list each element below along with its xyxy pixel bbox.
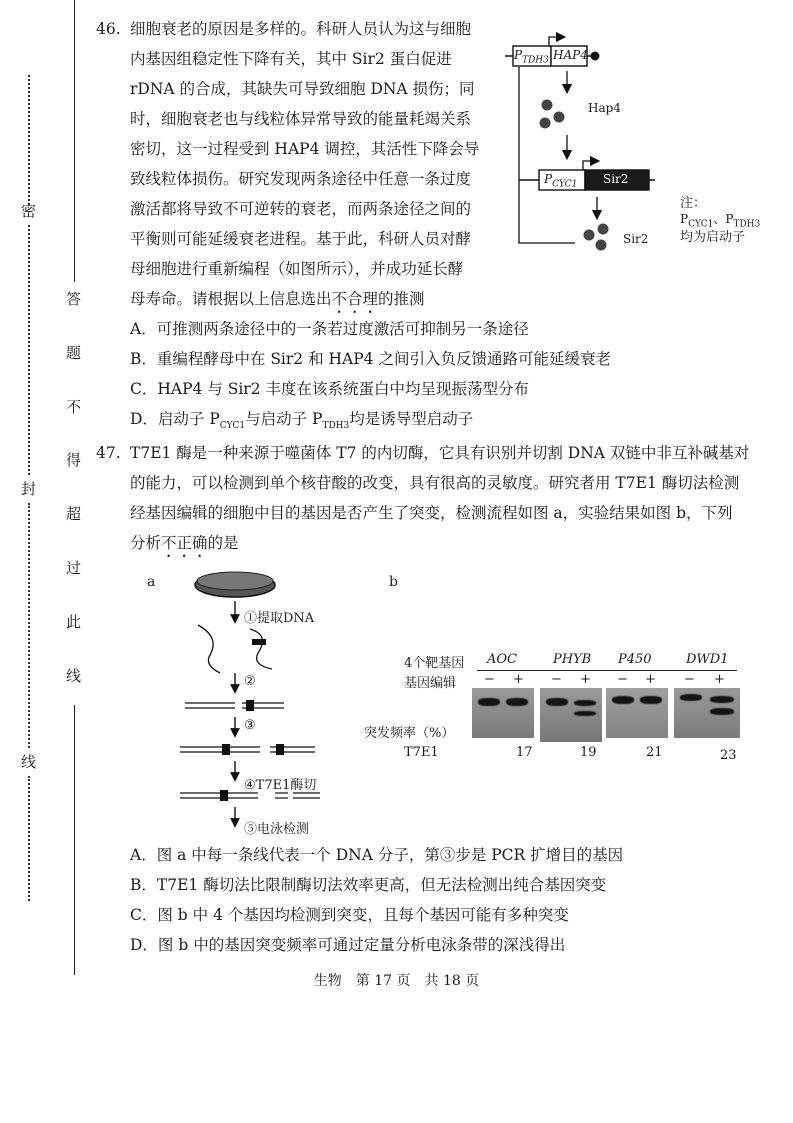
q46-line-7: 激活都将导致不可逆转的衰老，而两条途径之间的: [130, 200, 472, 218]
gel-phyb: [540, 688, 602, 742]
gel-p450: [606, 688, 668, 738]
binding-dotted-line-mid2: [28, 503, 30, 748]
note-line-1: $P_{CYC1}$、$P_{TDH3}$: [680, 212, 761, 230]
hap4-gene-label: HAP4: [553, 48, 588, 62]
gene-underline: [477, 670, 737, 671]
binding-dotted-line-lower: [28, 776, 30, 901]
side-char-xian: 线: [21, 753, 37, 771]
fig-b-freq-label: 突发频率（%）: [364, 726, 455, 741]
sir2-protein-label: Sir2: [623, 232, 649, 246]
freq-dwd1: 23: [720, 748, 737, 763]
gene-p450-label: P450: [618, 652, 652, 667]
q46-line-9: 母细胞进行重新编程（如图所示），并成功延长酵: [130, 260, 464, 278]
note-title: 注：: [680, 196, 707, 211]
q47-line-2: 的能力，可以检测到单个核苷酸的改变，具有很高的灵敏度。研究者用 T7E1 酶切法检测: [130, 474, 740, 492]
q46-line-5: 密切，这一过程受到 HAP4 调控，其活性下降会导: [130, 140, 480, 158]
side-char-chao: 超: [66, 505, 82, 523]
freq-phyb: 19: [580, 745, 597, 760]
side-char-feng: 封: [21, 480, 37, 498]
q47-number: 47.: [96, 444, 121, 462]
gene-phyb-label: PHYB: [553, 652, 592, 667]
aoc-plus: +: [513, 672, 524, 687]
fig-a-step1: ①提取DNA: [244, 611, 315, 626]
q46-option-a: A．可推测两条途径中的一条若过度激活可抑制另一条途径: [130, 320, 529, 338]
binding-dotted-line-mid1: [28, 225, 30, 475]
q47-option-d: D．图 b 中的基因突变频率可通过定量分析电泳条带的深浅得出: [130, 936, 566, 954]
q46-line-1: 细胞衰老的原因是多样的。科研人员认为这与细胞: [130, 20, 472, 38]
q47-option-b: B．T7E1 酶切法比限制酶切法效率更高，但无法检测出纯合基因突变: [130, 876, 607, 894]
side-char-de: 得: [66, 451, 82, 469]
q46-emphasis: 不合理: [331, 290, 379, 308]
q46-line-8: 平衡则可能延缓衰老进程。基于此，科研人员对酵: [130, 230, 472, 248]
q47-option-c: C．图 b 中 4 个基因均检测到突变，且每个基因可能有多种突变: [130, 906, 569, 924]
side-char-guo: 过: [66, 559, 82, 577]
side-char-bu: 不: [66, 398, 82, 416]
fig-b-label: b: [389, 574, 398, 590]
margin-line-top: [74, 0, 75, 282]
side-char-ci: 此: [66, 613, 82, 631]
freq-p450: 21: [646, 745, 663, 760]
gel-aoc: [472, 688, 534, 738]
fig-a-label: a: [147, 574, 156, 590]
q46-line-6: 致线粒体损伤。研究发现两条途径中任意一条过度: [130, 170, 472, 188]
q47-line-1: T7E1 酶是一种来源于噬菌体 T7 的内切酶，它具有识别并切割 DNA 双链中非互补碱基对: [130, 444, 750, 462]
q46-line-10: 母寿命。请根据以上信息选出不合理的推测: [130, 290, 425, 308]
terminator-dot: [591, 52, 600, 61]
fig-b-edit-label: 基因编辑: [404, 676, 457, 691]
q47-line-4: 分析不正确的是: [130, 534, 239, 552]
q47-option-a: A．图 a 中每一条线代表一个 DNA 分子，第③步是 PCR 扩增目的基因: [130, 846, 624, 864]
aoc-minus: −: [484, 672, 495, 687]
side-char-da: 答: [66, 290, 82, 308]
side-char-ti: 题: [66, 344, 82, 362]
phyb-plus: +: [580, 672, 591, 687]
q46-option-c: C．HAP4 与 Sir2 丰度在该系统蛋白中均呈现振荡型分布: [130, 380, 529, 398]
q46-option-d: D．启动子 $P_{CYC1}$与启动子 $P_{TDH3}$均是诱导型启动子: [130, 410, 474, 432]
freq-aoc: 17: [516, 745, 533, 760]
fig-b-genes-label: 4个靶基因: [404, 656, 465, 671]
q47-line-3: 经基因编辑的细胞中目的基因是否产生了突变，检测流程如图 a，实验结果如图 b，下列: [130, 504, 733, 522]
fig-a-step4: ④T7E1酶切: [244, 778, 317, 793]
page-footer: 生物 第 17 页 共 18 页: [313, 973, 480, 989]
side-char-xian2: 线: [66, 667, 82, 685]
note-line-2: 均为启动子: [680, 230, 746, 245]
q47-emphasis: 不正确: [161, 534, 208, 552]
pcyc1-label: $P_{CYC1}$: [544, 172, 578, 190]
fig-a-step2: ②: [244, 674, 256, 689]
fig-a-step3: ③: [244, 718, 256, 733]
hap4-protein-label: Hap4: [588, 101, 621, 115]
dwd1-plus: +: [714, 672, 725, 687]
p450-minus: −: [617, 672, 628, 687]
ptdh3-label: $P_{TDH3}$: [514, 48, 549, 66]
gel-dwd1: [674, 688, 740, 738]
gene-aoc-label: AOC: [487, 652, 517, 667]
side-char-mi: 密: [21, 202, 37, 220]
sir2-gene-label: Sir2: [603, 172, 629, 186]
phyb-minus: −: [551, 672, 562, 687]
gene-dwd1-label: DWD1: [686, 652, 729, 667]
q46-line-3: rDNA 的合成，其缺失可导致细胞 DNA 损伤；同: [130, 80, 475, 98]
q46-number: 46.: [96, 20, 121, 38]
p450-plus: +: [645, 672, 656, 687]
binding-dotted-line-upper: [28, 75, 30, 205]
q46-option-b: B．重编程酵母中在 Sir2 和 HAP4 之间引入负反馈通路可能延缓衰老: [130, 350, 611, 368]
dwd1-minus: −: [684, 672, 695, 687]
fig-a-step5: ⑤电泳检测: [244, 822, 310, 837]
margin-line-bottom: [74, 705, 75, 975]
fig-b-t7e1-label: T7E1: [404, 745, 439, 760]
q46-line-2: 内基因组稳定性下降有关，其中 Sir2 蛋白促进: [130, 50, 452, 68]
q46-line-4: 时，细胞衰老也与线粒体异常导致的能量耗竭关系: [130, 110, 472, 128]
fig-a-workflow: [180, 565, 330, 835]
